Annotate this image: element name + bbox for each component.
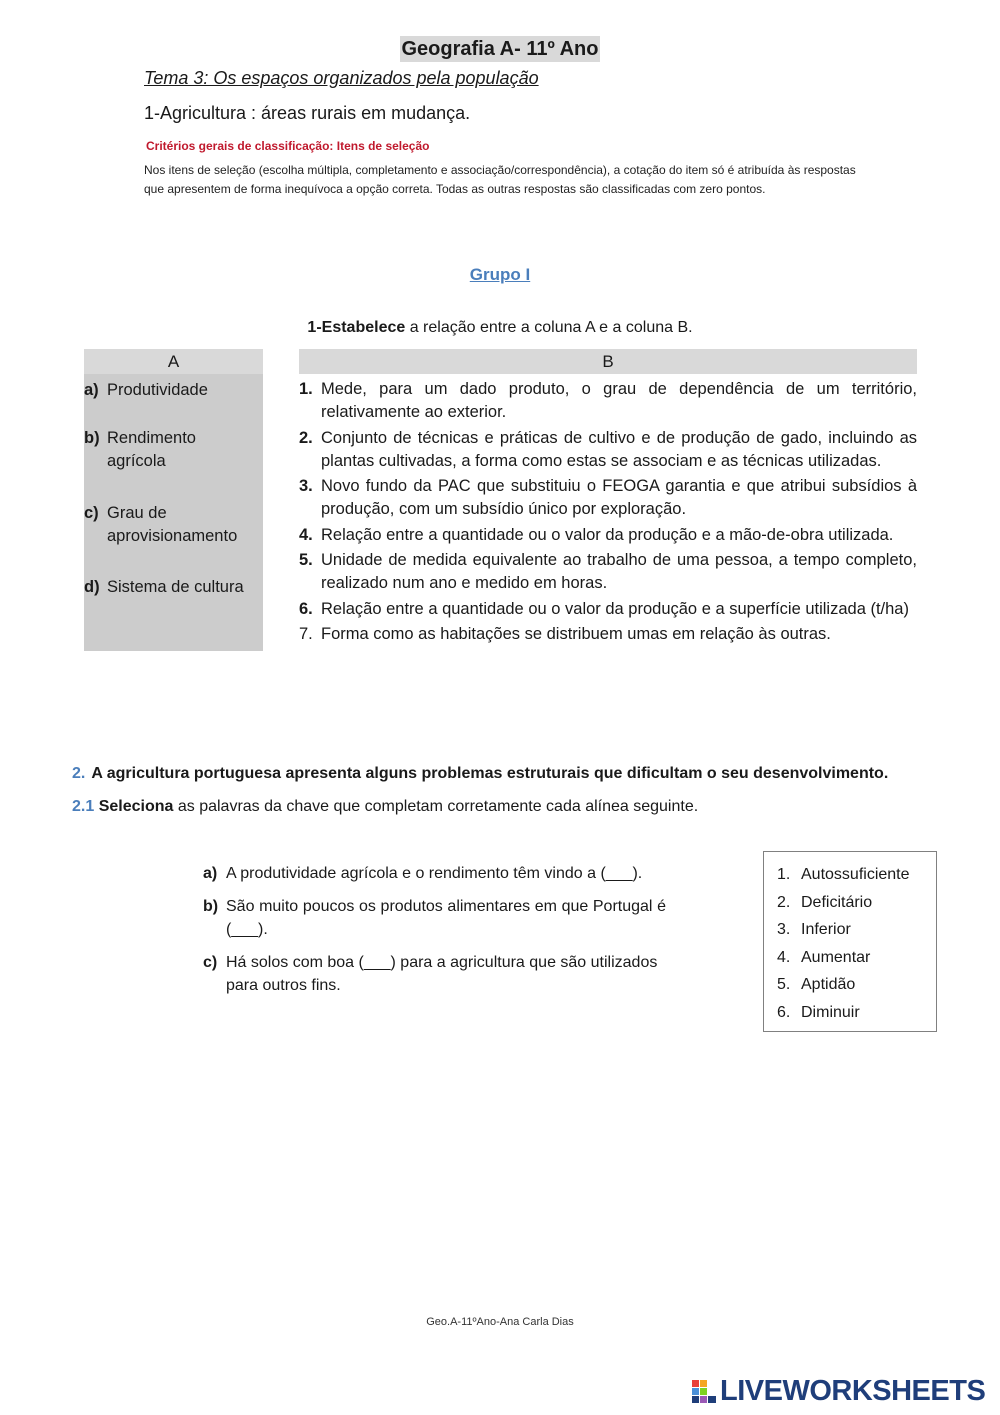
q2-1-instruction: 2.1 Seleciona as palavras da chave que completam corretamente cada alínea seguinte. — [72, 798, 699, 815]
column-a-item: b) Rendimento agrícola — [84, 429, 196, 470]
column-b-item: 6. Relação entre a quantidade ou o valor da produção e a superfície utilizada (t/ha) — [299, 599, 909, 618]
liveworksheets-logo-icon — [692, 1380, 716, 1404]
column-b-item: 4. Relação entre a quantidade ou o valor da produção e a mão-de-obra utilizada. — [299, 525, 894, 544]
alineas-list — [203, 862, 666, 1007]
page-title: Geografia A- 11º Ano — [401, 38, 599, 60]
column-b-item: 7. Forma como as habitações se distribuem umas em relação às outras. — [299, 625, 831, 643]
word-key-item: 2. Deficitário — [777, 893, 873, 911]
criteria-title: Critérios gerais de classificação: Itens de seleção — [146, 139, 430, 153]
column-a-item: d) Sistema de cultura — [84, 578, 244, 596]
column-b-header: B — [299, 349, 917, 374]
subtitle: 1-Agricultura : áreas rurais em mudança. — [144, 103, 471, 123]
word-key-item: 4. Aumentar — [777, 948, 871, 966]
group-heading: Grupo I — [469, 265, 531, 284]
column-b-item: 2. Conjunto de técnicas e práticas de cultivo e de produção de gado, incluindo as plantas cultivadas, a forma como estas se associam e as técnicas utilizadas. — [299, 428, 917, 470]
column-b-item: 5. Unidade de medida equivalente ao trabalho de uma pessoa, a tempo completo, realizado num ano e medido em horas. — [299, 551, 917, 592]
column-a-item: c) Grau de aprovisionamento — [84, 504, 238, 545]
q1-instruction: 1-Estabelece a relação entre a coluna A e a coluna B. — [307, 319, 693, 336]
word-key-item: 3. Inferior — [777, 921, 851, 939]
word-key-item: 1. Autossuficiente — [777, 866, 910, 883]
word-key-item: 6. Diminuir — [777, 1003, 860, 1021]
alinea-item: b) São muito poucos os produtos alimentares em que Portugal é (___). — [203, 898, 666, 938]
tema-heading: Tema 3: Os espaços organizados pela população — [144, 68, 539, 88]
liveworksheets-logo-text: LIVEWORKSHEETS — [720, 1375, 986, 1407]
column-b — [299, 378, 917, 649]
word-key-box — [763, 851, 937, 1032]
column-b-item: 3. Novo fundo da PAC que substituiu o FEOGA garantia e que atribui subsídios à produção, com um subsídio único por exploração. — [299, 477, 917, 518]
column-b-item: 1. Mede, para um dado produto, o grau de dependência de um território, relativamente ao exterior. — [299, 380, 917, 421]
column-a — [84, 374, 263, 651]
q2-statement: 2. A agricultura portuguesa apresenta alguns problemas estruturais que dificultam o seu desenvolvimento. — [72, 765, 889, 782]
column-a-header: A — [84, 349, 263, 374]
criteria-note: Nos itens de seleção (escolha múltipla, completamento e associação/correspondência), a cotação do item só é atribuída às respostas que apresentem de forma inequívoca a opção correta. Todas as outras respostas são classificadas com zero pontos. — [144, 163, 856, 196]
alinea-item: a) A produtividade agrícola e o rendimento têm vindo a (___). — [203, 865, 643, 882]
alinea-item: c) Há solos com boa (___) para a agricultura que são utilizados para outros fins. — [203, 954, 658, 994]
word-key-item: 5. Aptidão — [777, 976, 856, 994]
liveworksheets-logo[interactable] — [692, 1375, 985, 1408]
page-footer: Geo.A-11ºAno-Ana Carla Dias — [426, 1316, 574, 1328]
column-a-item: a) Produtividade — [84, 381, 208, 399]
